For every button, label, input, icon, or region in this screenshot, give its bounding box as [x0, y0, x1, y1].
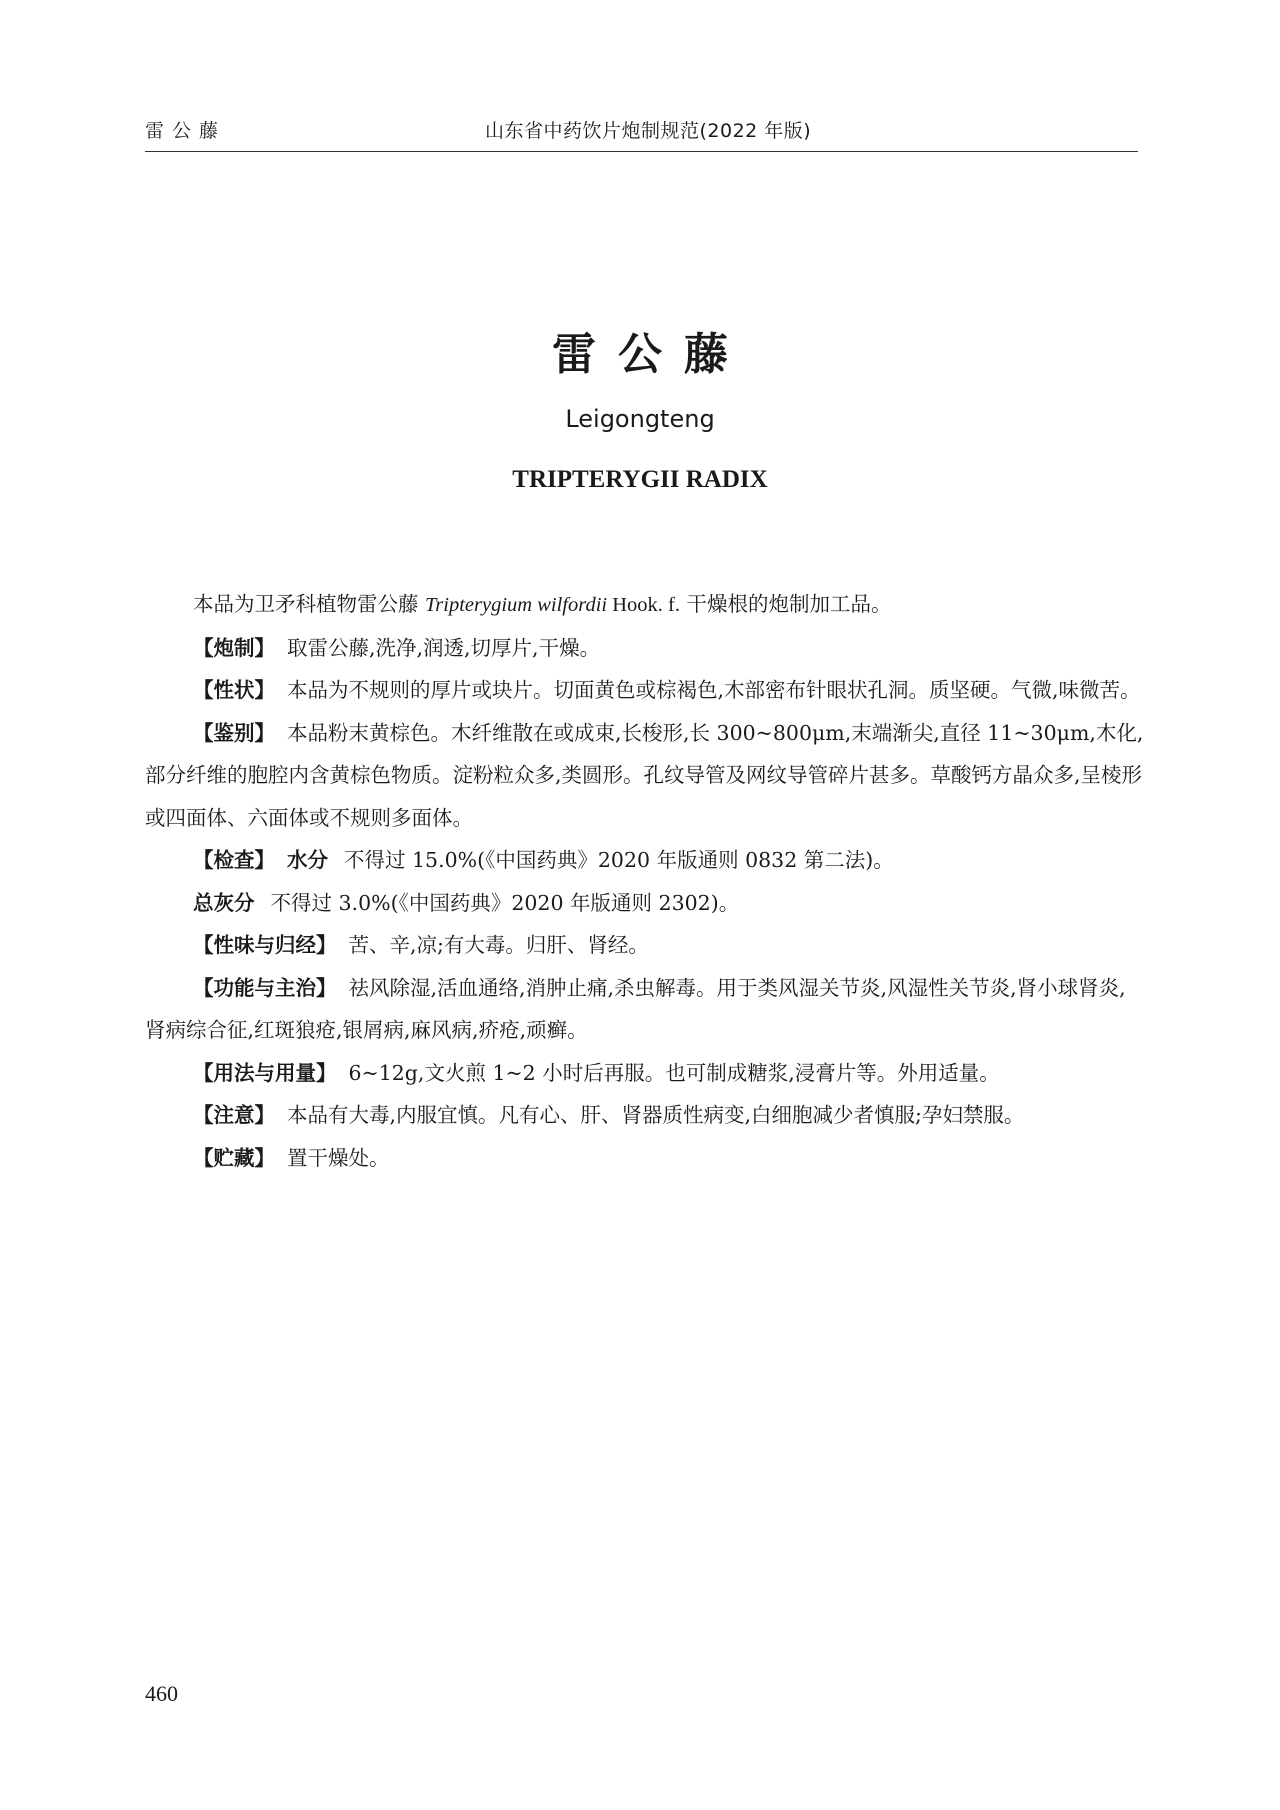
monograph-body — [145, 583, 1145, 1179]
section-text: 本品粉末黄棕色。木纤维散在或成束,长梭形,长 300~800μm,末端渐尖,直径 11~30μm,木化,部分纤维的胞腔内含黄棕色物质。淀粉粒众多,类圆形。孔纹导管及网纹导管碎片甚多。草酸钙方晶众多,呈棱形或四面体、六面体或不规则多面体。 — [145, 720, 1144, 830]
ash-text: 不得过 3.0%(《中国药典》2020 年版通则 2302)。 — [270, 890, 740, 915]
intro-text-post: 干燥根的炮制加工品。 — [679, 592, 892, 616]
section-total-ash — [145, 882, 1145, 925]
section-storage — [145, 1137, 1145, 1180]
water-label: 水分 — [287, 848, 328, 872]
running-head-book-title: 山东省中药饮片炮制规范(2022 年版) — [485, 120, 812, 142]
section-label: 【性状】 — [193, 678, 275, 702]
intro-paragraph — [145, 583, 1145, 627]
page-number: 460 — [145, 1681, 178, 1706]
section-text: 本品为不规则的厚片或块片。切面黄色或棕褐色,木部密布针眼状孔洞。质坚硬。气微,味微苦。 — [287, 678, 1141, 702]
section-label: 【鉴别】 — [193, 720, 275, 745]
water-text: 不得过 15.0%(《中国药典》2020 年版通则 0832 第二法)。 — [344, 848, 894, 872]
section-processing — [145, 627, 1145, 670]
section-label: 【性味与归经】 — [193, 933, 337, 957]
section-label: 【用法与用量】 — [193, 1060, 337, 1085]
section-caution — [145, 1094, 1145, 1137]
section-label: 【检查】 — [193, 848, 275, 872]
header-rule — [145, 151, 1138, 152]
species-name: Tripterygium wilfordii — [425, 594, 608, 616]
section-description — [145, 669, 1145, 712]
section-text: 本品有大毒,内服宜慎。凡有心、肝、肾器质性病变,白细胞减少者慎服;孕妇禁服。 — [287, 1103, 1025, 1127]
section-usage — [145, 1052, 1145, 1095]
monograph-pinyin: Leigongteng — [565, 405, 715, 433]
section-text: 置干燥处。 — [287, 1145, 390, 1170]
section-text: 苦、辛,凉;有大毒。归肝、肾经。 — [348, 933, 649, 957]
running-head — [145, 112, 1135, 146]
section-examination — [145, 839, 1145, 882]
species-author: Hook. f. — [607, 594, 680, 616]
intro-text-pre: 本品为卫矛科植物雷公藤 — [193, 592, 426, 616]
section-text: 取雷公藤,洗净,润透,切厚片,干燥。 — [287, 635, 601, 660]
section-identification — [145, 712, 1145, 840]
ash-label: 总灰分 — [193, 890, 255, 915]
section-text: 祛风除湿,活血通络,消肿止痛,杀虫解毒。用于类风湿关节炎,风湿性关节炎,肾小球肾炎,肾病综合征,红斑狼疮,银屑病,麻风病,疥疮,顽癣。 — [145, 975, 1126, 1042]
section-label: 【贮藏】 — [193, 1145, 275, 1170]
running-head-title: 雷公藤 — [145, 120, 227, 142]
section-label: 【炮制】 — [193, 635, 275, 660]
section-label: 【功能与主治】 — [193, 975, 337, 1000]
monograph-latin-name: TRIPTERYGII RADIX — [512, 466, 768, 493]
section-label: 【注意】 — [193, 1103, 275, 1127]
section-nature — [145, 924, 1145, 967]
section-function — [145, 967, 1145, 1052]
section-text: 6~12g,文火煎 1~2 小时后再服。也可制成糖浆,浸膏片等。外用适量。 — [348, 1060, 1000, 1085]
monograph-title: 雷公藤 — [552, 329, 750, 380]
